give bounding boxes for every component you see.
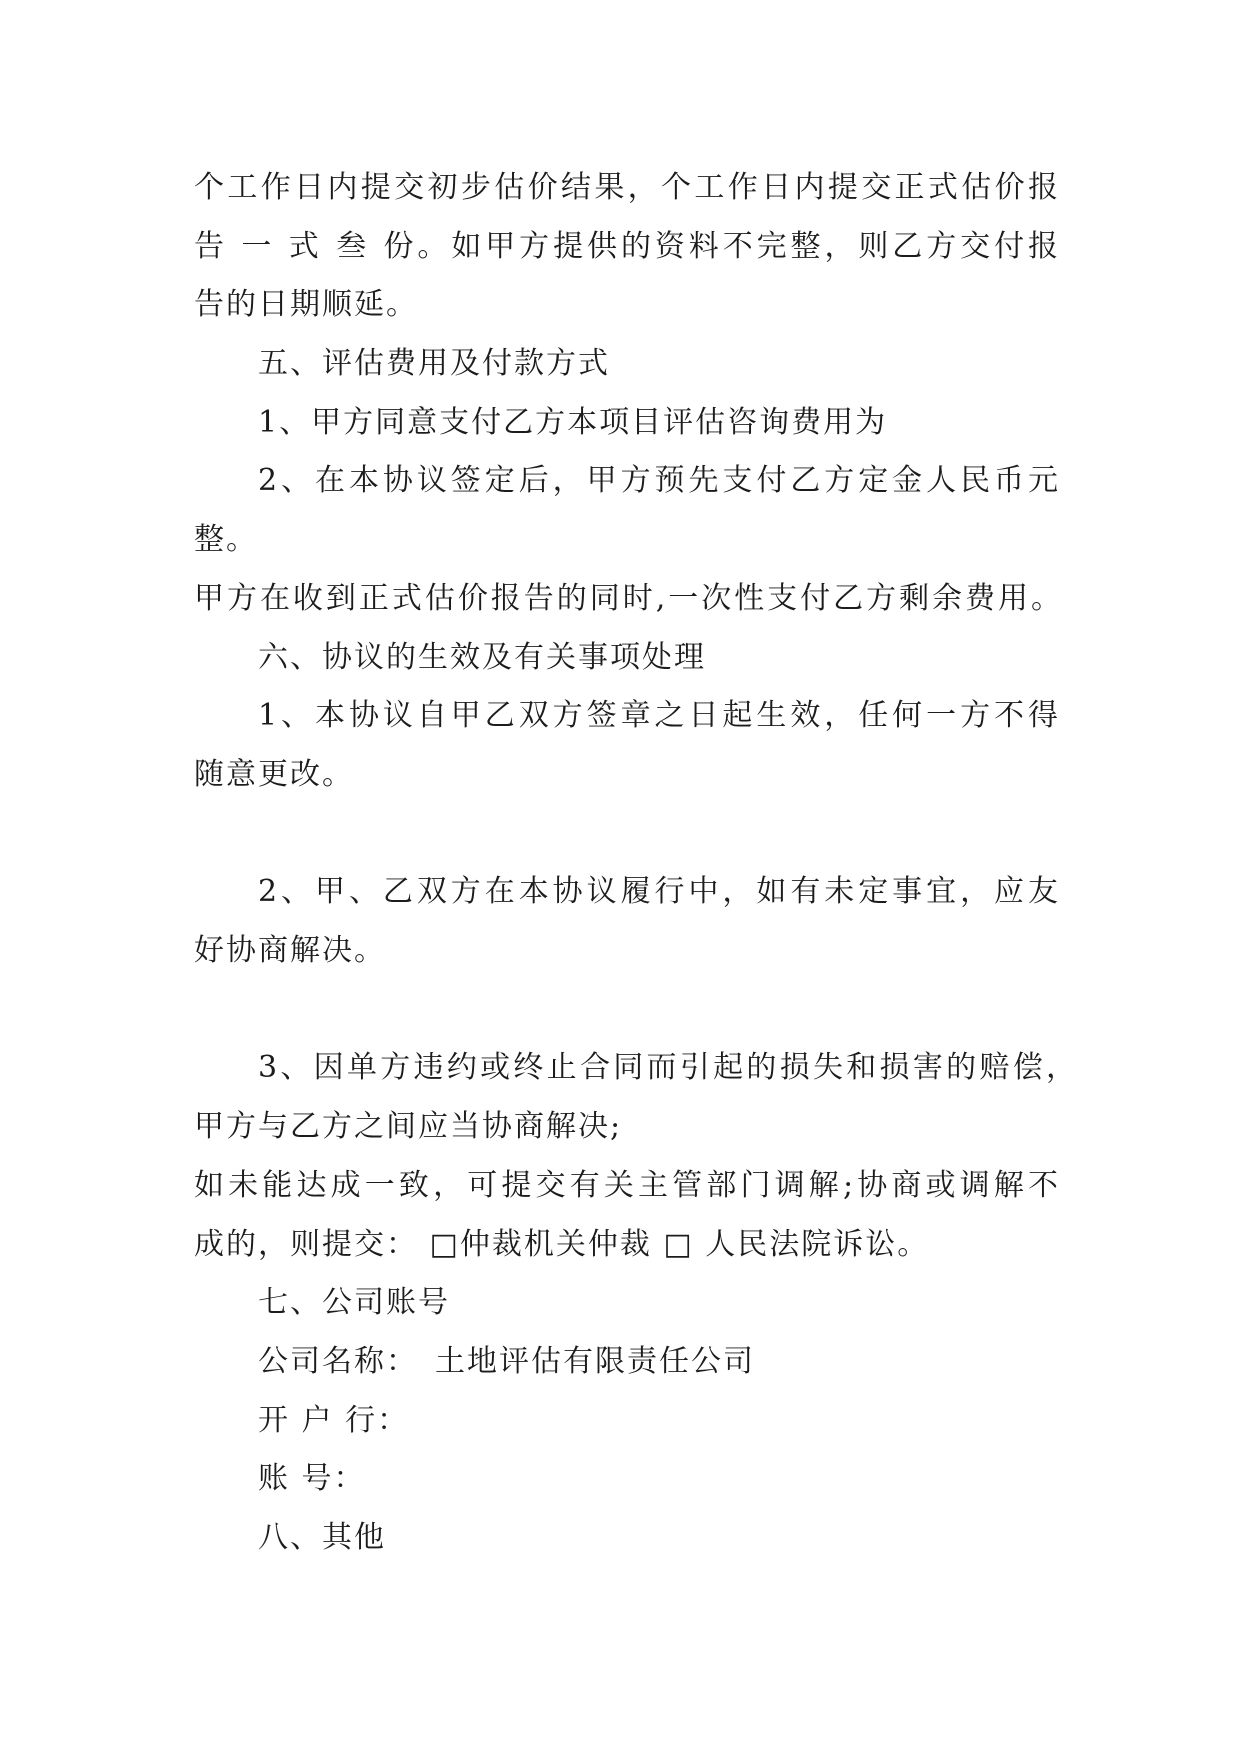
clause-line: 2、在本协议签定后，甲方预先支付乙方定金人民币元: [258, 463, 1060, 498]
paragraph-line: 随意更改。: [194, 757, 354, 792]
paragraph-line: 个工作日内提交初步估价结果，个工作日内提交正式估价报: [194, 170, 1060, 205]
clause-line: 2、甲、乙双方在本协议履行中，如有未定事宜，应友: [258, 874, 1060, 909]
paragraph-line: 甲方在收到正式估价报告的同时,一次性支付乙方剩余费用。: [194, 581, 1063, 616]
dispute-options-line: 成的，则提交： □仲裁机关仲裁 □ 人民法院诉讼。: [194, 1227, 930, 1262]
account-number-field: 账 号：: [258, 1461, 366, 1496]
paragraph-line: 整。: [194, 522, 258, 557]
bank-field: 开 户 行：: [258, 1403, 410, 1438]
clause-line: 1、甲方同意支付乙方本项目评估咨询费用为: [258, 405, 888, 440]
paragraph-line: 如未能达成一致，可提交有关主管部门调解;协商或调解不: [194, 1168, 1060, 1203]
section-heading-effect: 六、协议的生效及有关事项处理: [258, 640, 706, 675]
section-heading-account: 七、公司账号: [258, 1285, 450, 1320]
paragraph-line: 好协商解决。: [194, 933, 386, 968]
paragraph-line: 甲方与乙方之间应当协商解决;: [194, 1109, 623, 1144]
section-heading-fees: 五、评估费用及付款方式: [258, 346, 610, 381]
paragraph-line: 告的日期顺延。: [194, 287, 418, 322]
section-heading-other: 八、其他: [258, 1520, 386, 1555]
clause-line: 3、因单方违约或终止合同而引起的损失和损害的赔偿，: [258, 1050, 1078, 1085]
company-name-field: 公司名称： 土地评估有限责任公司: [258, 1344, 755, 1379]
clause-line: 1、本协议自甲乙双方签章之日起生效，任何一方不得: [258, 698, 1060, 733]
paragraph-line: 告 一 式 叁 份。如甲方提供的资料不完整，则乙方交付报: [194, 229, 1060, 264]
